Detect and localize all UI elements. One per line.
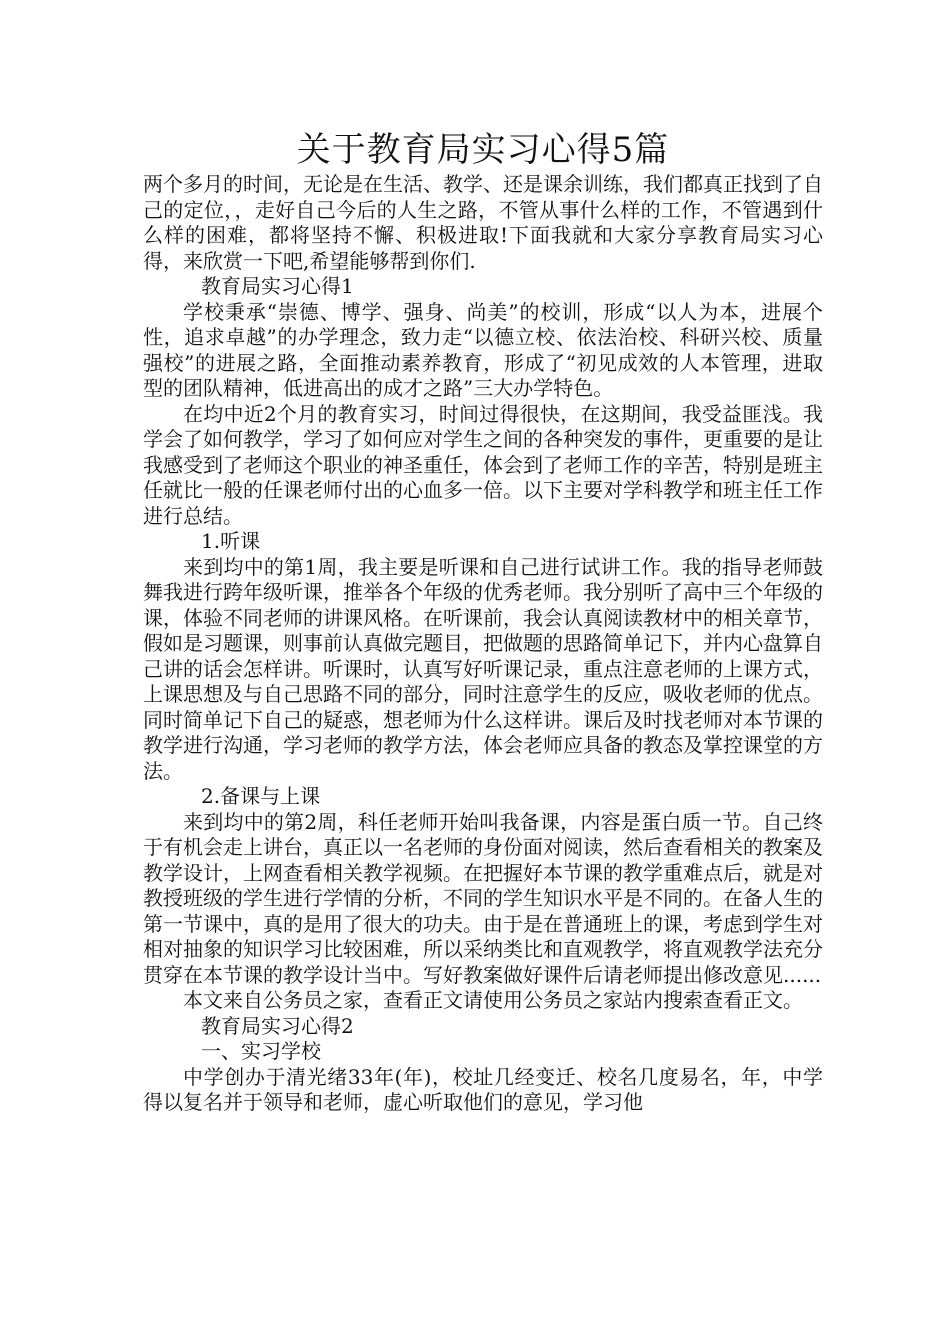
document-body bbox=[143, 128, 823, 1116]
source-note-paragraph: 本文来自公务员之家，查看正文请使用公务员之家站内搜索查看正文。 bbox=[183, 988, 803, 1012]
subsection2-paragraph: 来到均中的第2周，科任老师开始叫我备课，内容是蛋白质一节。自己终于有机会走上讲台，真正以一名老师的身份面对阅读，然后查看相关的教案及教学设计，上网查看相关教学视频。在把握好本节课的教学重难点后，就是对教授班级的学生进行学情的分析，不同的学生知识水平是不同的。在备人生的第一节课中，真的是用了很大的功夫。由于是在普通班上的课，考虑到学生对相对抽象的知识学习比较困难，所以采纳类比和直观教学，将直观教学法充分贯穿在本节课的教学设计当中。写好教案做好课件后请老师提出修改意见...... bbox=[143, 809, 823, 987]
subsection2-heading: 2.备课与上课 bbox=[201, 784, 321, 808]
section2-paragraph: 中学创办于清光绪33年(年)，校址几经变迁、校名几度易名，年，中学得以复名并于领导和老师，虚心听取他们的意见，学习他 bbox=[143, 1064, 823, 1114]
subsection1-heading: 1.听课 bbox=[201, 529, 261, 553]
intro-paragraph: 两个多月的时间，无论是在生活、教学、还是课余训练，我们都真正找到了自己的定位，，走好自己今后的人生之路，不管从事什么样的工作，不管遇到什么样的困难，都将坚持不懈、积极进取!下面我就和大家分享教育局实习心得，来欣赏一下吧,希望能够帮到你们. bbox=[143, 172, 823, 273]
section1-heading: 教育局实习心得1 bbox=[201, 274, 354, 298]
subsection1-paragraph: 来到均中的第1周，我主要是听课和自己进行试讲工作。我的指导老师鼓舞我进行跨年级听课，推举各个年级的优秀老师。我分别听了高中三个年级的课，体验不同老师的讲课风格。在听课前，我会认真阅读教材中的相关章节，假如是习题课，则事前认真做完题目，把做题的思路简单记下，并内心盘算自己讲的话会怎样讲。听课时，认真写好听课记录，重点注意老师的上课方式，上课思想及与自己思路不同的部分，同时注意学生的反应，吸收老师的优点。同时简单记下自己的疑惑，想老师为什么这样讲。课后及时找老师对本节课的教学进行沟通，学习老师的教学方法，体会老师应具备的教态及掌控课堂的方法。 bbox=[143, 554, 823, 783]
section1-paragraph-2: 在均中近2个月的教育实习，时间过得很快，在这期间，我受益匪浅。我学会了如何教学，学习了如何应对学生之间的各种突发的事件，更重要的是让我感受到了老师这个职业的神圣重任，体会到了老师工作的辛苦，特别是班主任就比一般的任课老师付出的心血多一倍。以下主要对学科教学和班主任工作进行总结。 bbox=[143, 401, 823, 528]
section2-subheading: 一、实习学校 bbox=[201, 1039, 321, 1063]
section2-heading: 教育局实习心得2 bbox=[201, 1013, 354, 1038]
document-title: 关于教育局实习心得5篇 bbox=[296, 130, 670, 170]
section1-paragraph-1: 学校秉承“崇德、博学、强身、尚美”的校训，形成“以人为本，进展个性，追求卓越”的办学理念，致力走“以德立校、依法治校、科研兴校、质量强校”的进展之路，全面推动素养教育，形成了“初见成效的人本管理，进取型的团队精神，低进高出的成才之路”三大办学特色。 bbox=[143, 299, 823, 400]
